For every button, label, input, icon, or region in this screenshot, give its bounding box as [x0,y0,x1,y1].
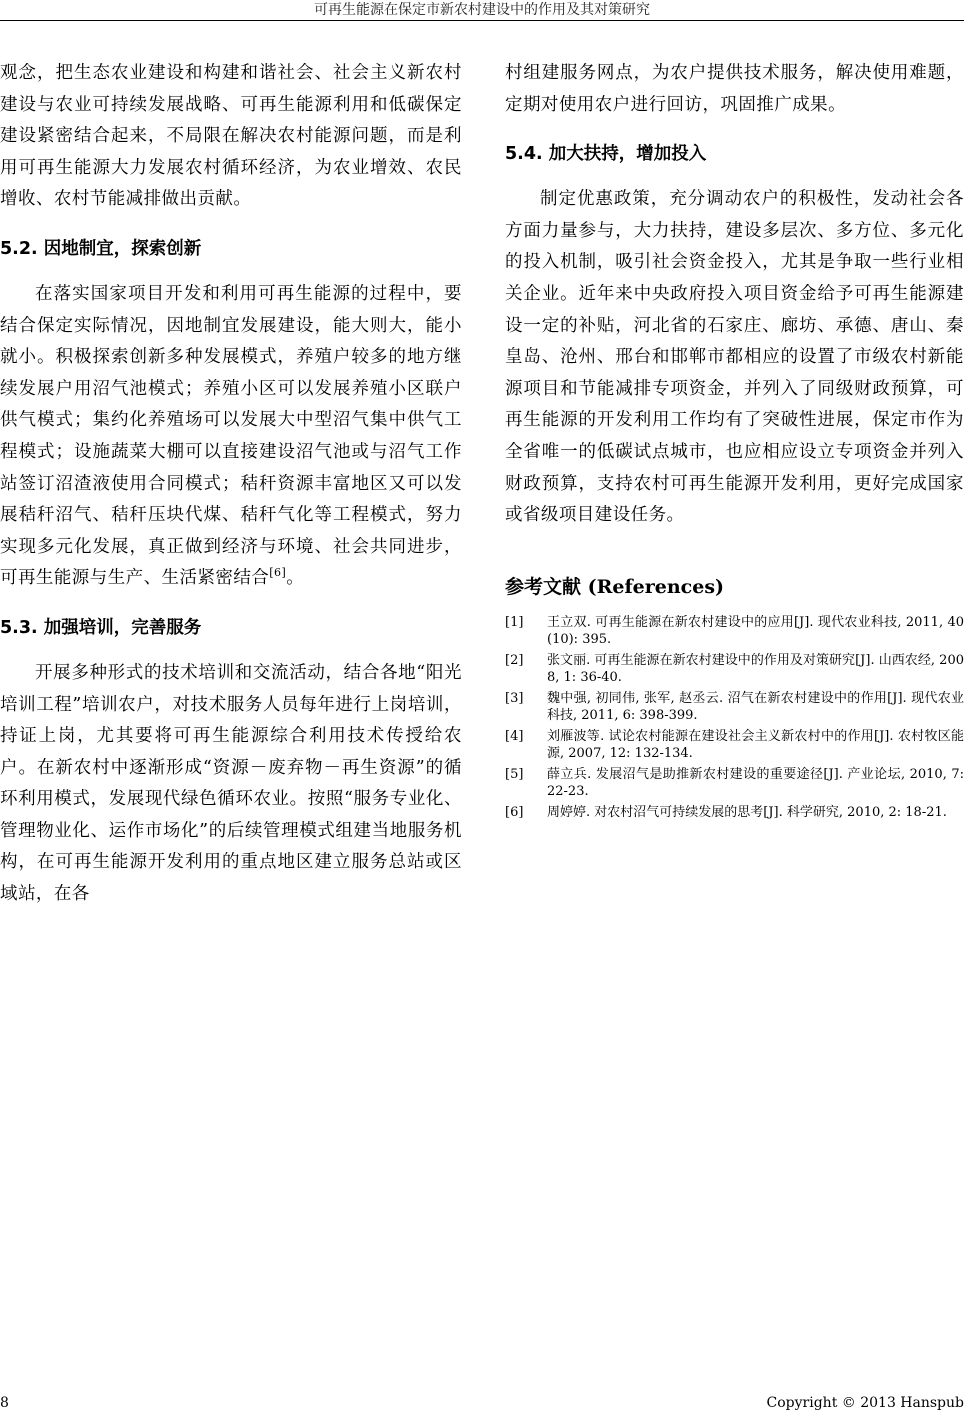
section-5-4-paragraph: 制定优惠政策，充分调动农户的积极性，发动社会各方面力量参与，大力扶持，建设多层次、多方位、多元化的投入机制，吸引社会资金投入，尤其是争取一些行业相关企业。近年来中央政府投入项目资金给予可再生能源建设一定的补贴，河北省的石家庄、廊坊、承德、唐山、秦皇岛、沧州、邢台和邯郸市都相应的设置了市级农村新能源项目和节能减排专项资金，并列入了同级财政预算，可再生能源的开发利用工作均有了突破性进展，保定市作为全省唯一的低碳试点城市，也应相应设立专项资金并列入财政预算，支持农村可再生能源开发利用，更好完成国家或省级项目建设任务。 [505,189,964,526]
reference-item [505,690,964,725]
reference-text: 张文丽. 可再生能源在新农村建设中的作用及对策研究[J]. 山西农经, 2008, 1: 36-40. [547,652,964,686]
reference-text: 刘雁波等. 试论农村能源在建设社会主义新农村中的作用[J]. 农村牧区能源, 2007, 12: 132-134. [547,728,964,762]
section-5-3-paragraph: 开展多种形式的技术培训和交流活动，结合各地“阳光培训工程”培训农户，对技术服务人员每年进行上岗培训，持证上岗，尤其要将可再生能源综合利用技术传授给农户。在新农村中逐渐形成“资源－废弃物－再生资源”的循环利用模式，发展现代绿色循环农业。按照“服务专业化、管理物业化、运作市场化”的后续管理模式组建当地服务机构，在可再生能源开发利用的重点地区建立服务总站或区域站，在各 [0,662,462,905]
reference-item [505,766,964,801]
right-column [505,58,964,824]
references-heading: 参考文献 (References) [505,575,725,598]
reference-text: 周婷婷. 对农村沼气可持续发展的思考[J]. 科学研究, 2010, 2: 18-21. [547,804,947,820]
reference-text: 薛立兵. 发展沼气是助推新农村建设的重要途径[J]. 产业论坛, 2010, 7: 22-23. [547,766,964,800]
reference-text: 王立双. 可再生能源在新农村建设中的应用[J]. 现代农业科技, 2011, 40(10): 395. [547,614,964,648]
reference-item [505,614,964,649]
continued-paragraph: 村组建服务网点，为农户提供技术服务，解决使用难题，定期对使用农户进行回访，巩固推广成果。 [505,63,964,115]
reference-number: [6] [505,804,524,820]
section-5-3-heading: 5.3. 加强培训，完善服务 [0,617,202,638]
reference-number: [1] [505,614,524,630]
running-title: 可再生能源在保定市新农村建设中的作用及其对策研究 [314,2,650,18]
section-5-2-end: 。 [286,568,305,589]
running-header [0,0,964,21]
intro-paragraph: 观念，把生态农业建设和构建和谐社会、社会主义新农村建设与农业可持续发展战略、可再生能源利用和低碳保定建设紧密结合起来，不局限在解决农村能源问题，而是利用可再生能源大力发展农村循环经济，为农业增效、农民增收、农村节能减排做出贡献。 [0,63,462,210]
reference-number: [3] [505,690,524,706]
section-5-2-heading: 5.2. 因地制宜，探索创新 [0,238,202,259]
reference-item [505,652,964,687]
reference-list [505,614,964,822]
section-5-2-paragraph [0,279,462,595]
copyright-notice: Copyright © 2013 Hanspub [766,1395,964,1411]
reference-number: [5] [505,766,524,782]
reference-item [505,728,964,763]
reference-item [505,804,964,822]
section-5-4-heading: 5.4. 加大扶持，增加投入 [505,144,707,165]
page-number: 8 [0,1395,9,1411]
section-5-2-text: 在落实国家项目开发和利用可再生能源的过程中，要结合保定实际情况，因地制宜发展建设，能大则大，能小就小。积极探索创新多种发展模式，养殖户较多的地方继续发展户用沼气池模式；养殖小区可以发展养殖小区联户供气模式；集约化养殖场可以发展大中型沼气集中供气工程模式；设施蔬菜大棚可以直接建设沼气池或与沼气工作站签订沼渣液使用合同模式；秸秆资源丰富地区又可以发展秸秆沼气、秸秆压块代煤、秸秆气化等工程模式，努力实现多元化发展，真正做到经济与环境、社会共同进步，可再生能源与生产、生活紧密结合 [0,283,462,589]
reference-number: [2] [505,652,524,668]
reference-number: [4] [505,728,524,744]
reference-text: 魏中强, 初同伟, 张军, 赵丞云. 沼气在新农村建设中的作用[J]. 现代农业科技, 2011, 6: 398-399. [547,690,964,724]
citation-6[interactable]: [6] [269,566,287,580]
left-column [0,58,462,911]
